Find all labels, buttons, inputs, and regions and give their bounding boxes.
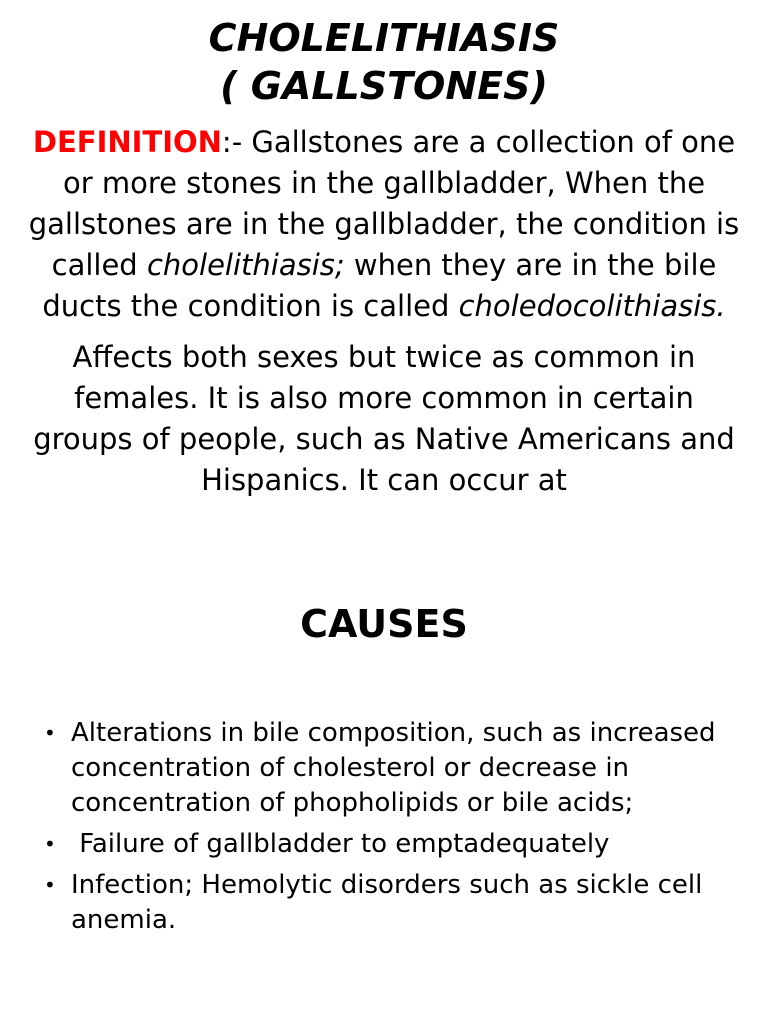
list-item-text: Failure of gallbladder to emptadequately xyxy=(71,829,610,859)
list-item xyxy=(44,868,734,938)
title-line-2: ( GALLSTONES) xyxy=(220,64,548,108)
bullet-icon: • xyxy=(44,873,56,897)
term-cholelithiasis: cholelithiasis; xyxy=(146,248,345,282)
term-choledocolithiasis: choledocolithiasis. xyxy=(458,289,726,323)
list-item xyxy=(44,827,734,862)
bullet-icon: • xyxy=(44,832,56,856)
list-item xyxy=(44,716,734,821)
bullet-icon: • xyxy=(44,721,56,745)
slide-title xyxy=(0,0,768,110)
definition-text-a: Gallstones are a collection of one or more stones in the gallbladder, When the gallstones are in the gallbladder, the condition is called xyxy=(28,125,740,282)
causes-title: CAUSES xyxy=(300,602,468,646)
list-item-text: Alterations in bile composition, such as increased concentration of cholesterol or decrease in concentration of phopholipids or bile acids; xyxy=(71,718,716,818)
list-item-text: Infection; Hemolytic disorders such as sickle cell anemia. xyxy=(71,870,703,935)
epidemiology-paragraph: Affects both sexes but twice as common in females. It is also more common in certain groups of people, such as Native Americans and Hispanics. It can occur at xyxy=(33,340,735,497)
definition-paragraph xyxy=(24,122,744,327)
causes-list xyxy=(44,716,734,944)
slide-causes xyxy=(0,578,768,1024)
definition-text-b: when they are in the bile ducts the condition is called xyxy=(42,248,717,323)
title-line-1: CHOLELITHIASIS xyxy=(208,16,560,60)
definition-separator: :- xyxy=(221,125,252,159)
definition-label: DEFINITION xyxy=(32,125,222,159)
